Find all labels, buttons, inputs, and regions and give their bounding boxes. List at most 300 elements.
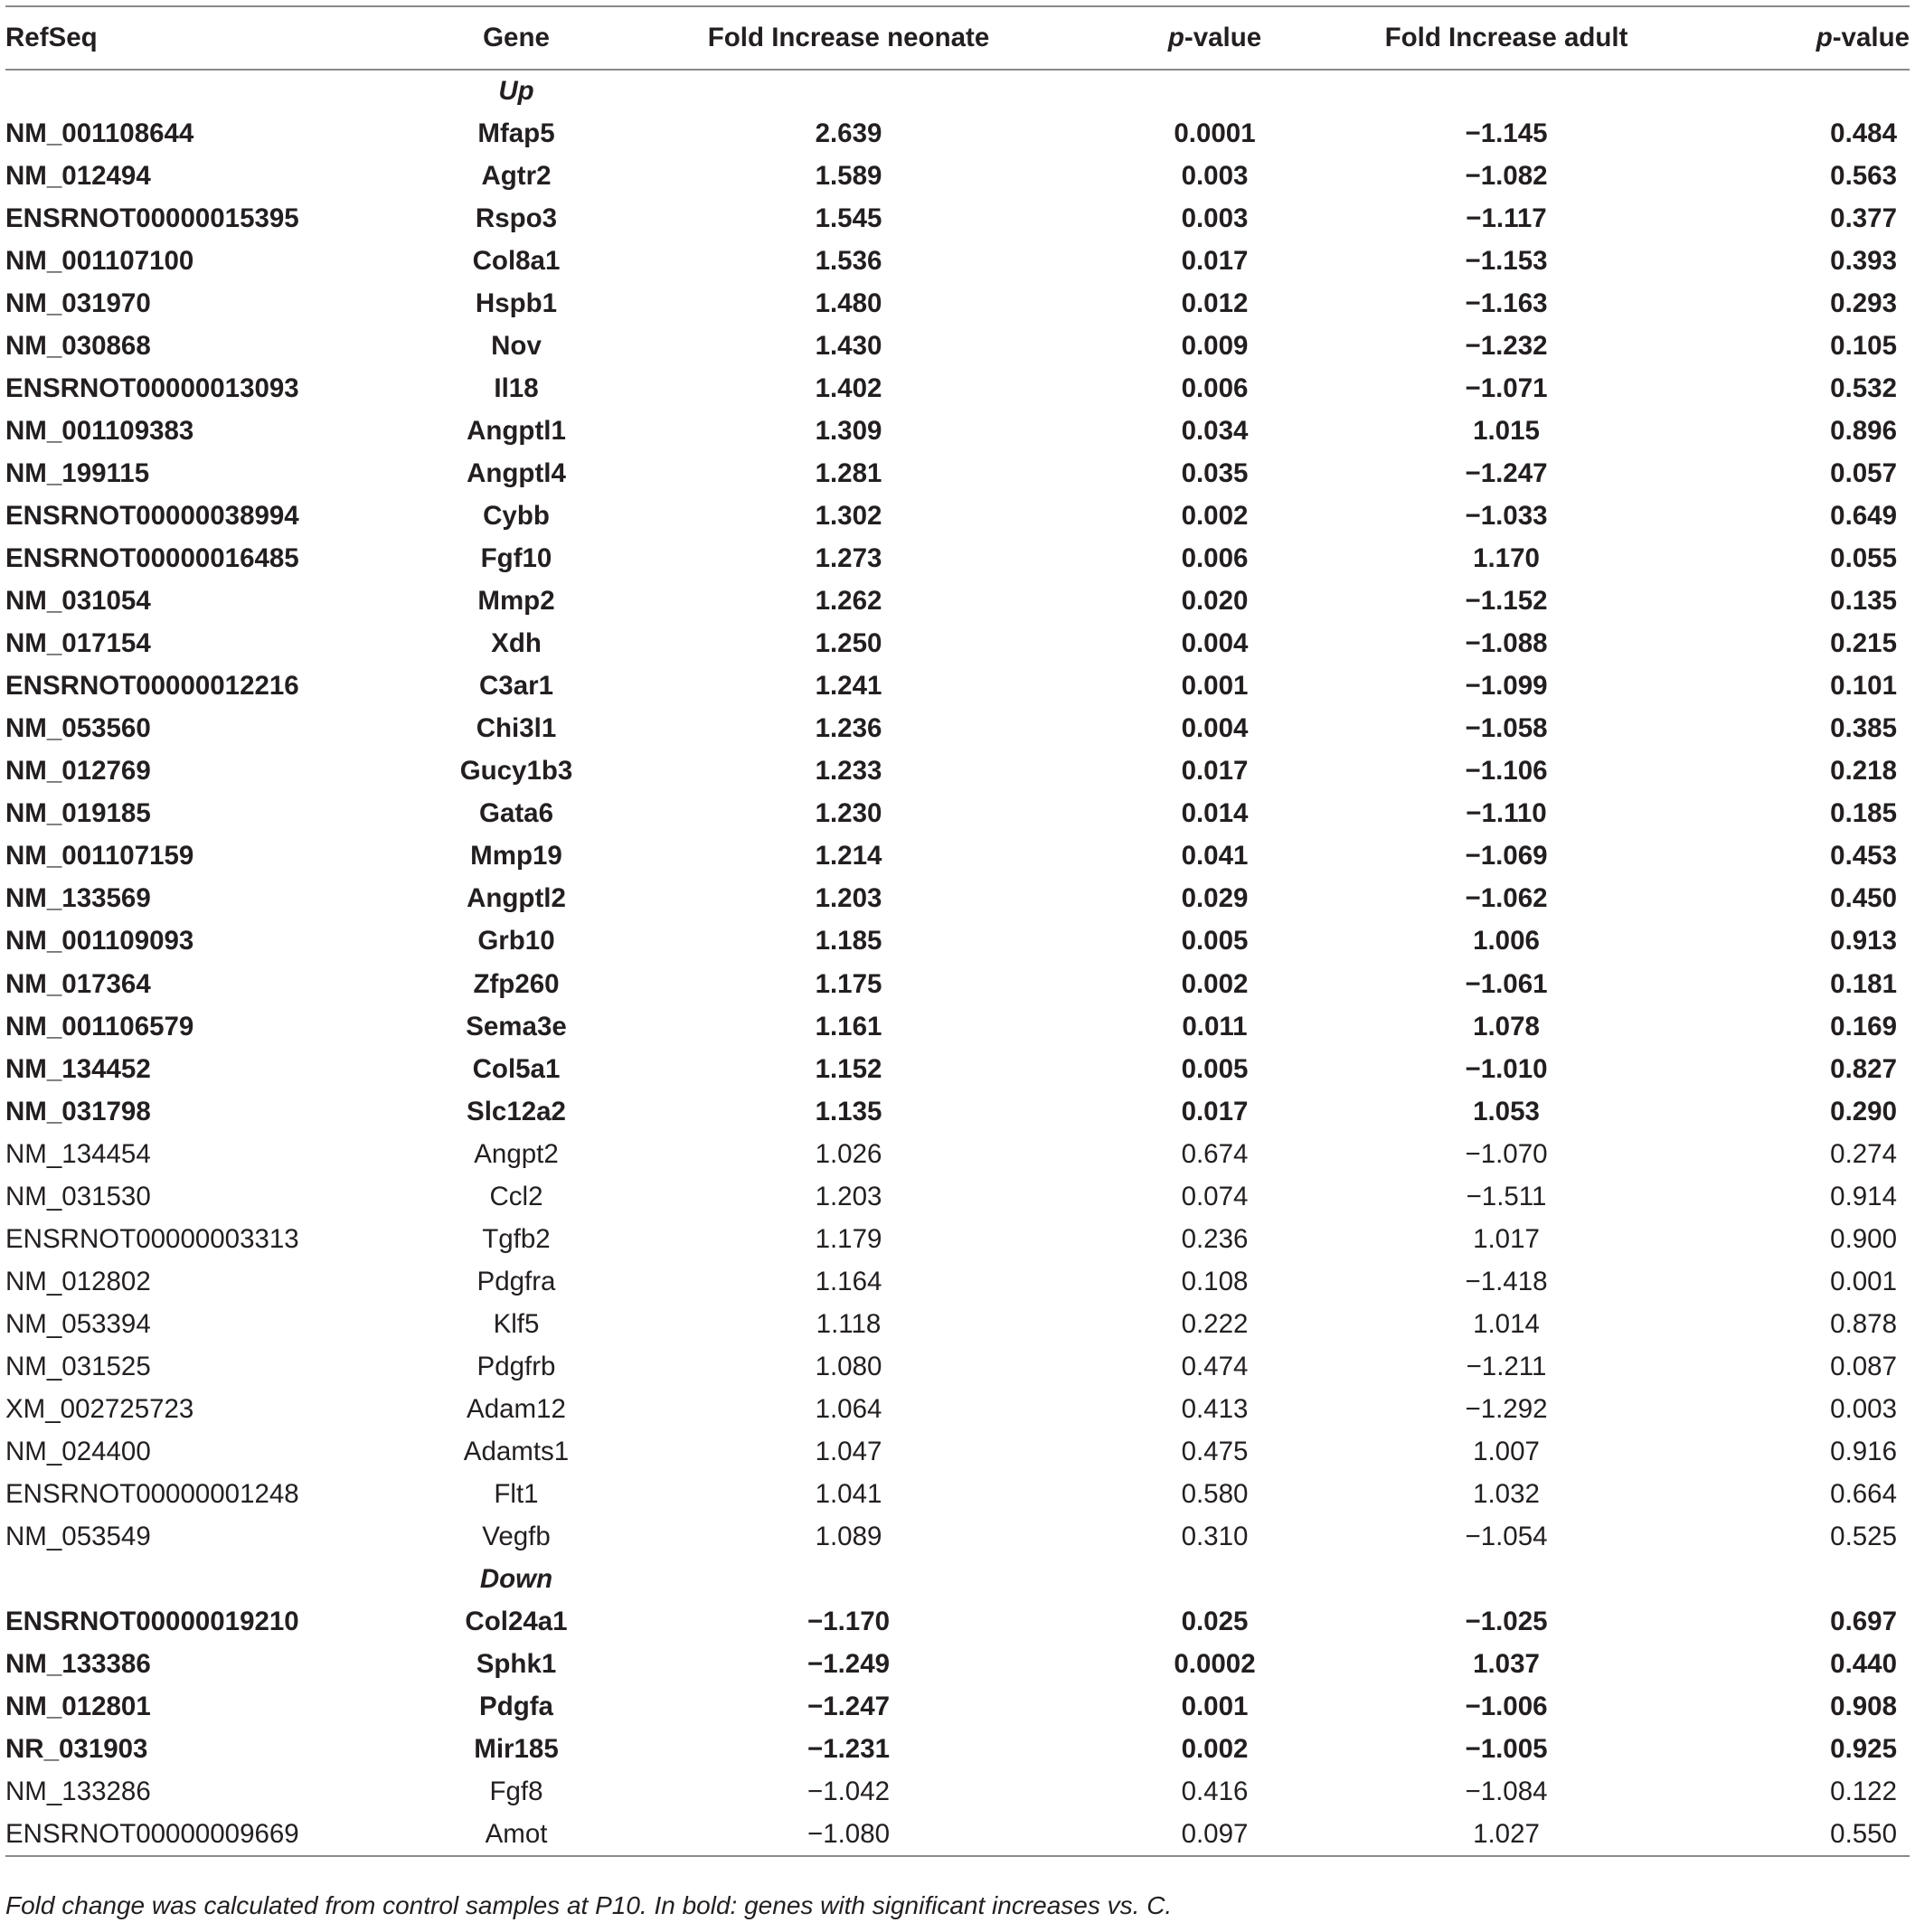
cell-refseq: NM_031525 xyxy=(5,1351,151,1381)
cell-gene: Pdgfa xyxy=(479,1692,553,1722)
cell-fold-adult: −1.071 xyxy=(1465,372,1548,403)
cell-fold-adult: 1.007 xyxy=(1473,1437,1540,1467)
header-p-italic: p xyxy=(1816,23,1833,52)
table-row xyxy=(5,1516,1910,1559)
cell-fold-adult: 1.037 xyxy=(1473,1649,1540,1680)
cell-fold-adult: −1.006 xyxy=(1465,1692,1548,1722)
cell-fold-neonate: −1.042 xyxy=(807,1776,891,1807)
header-row xyxy=(5,6,1910,70)
cell-fold-adult: −1.010 xyxy=(1465,1053,1548,1084)
cell-fold-neonate: 1.047 xyxy=(815,1437,882,1467)
cell-p-neonate: 0.097 xyxy=(1095,1814,1280,1856)
cell-gene: Vegfb xyxy=(482,1522,551,1552)
cell-fold-adult: 1.032 xyxy=(1473,1479,1540,1510)
cell-p-adult: 0.925 xyxy=(1830,1734,1897,1765)
cell-fold-adult: −1.033 xyxy=(1465,500,1548,531)
table-row xyxy=(5,1090,1910,1133)
table-row xyxy=(5,1729,1910,1771)
cell-p-adult: 0.001 xyxy=(1830,1266,1897,1296)
section-empty-cell xyxy=(5,1559,430,1601)
cell-fold-neonate: 1.164 xyxy=(815,1266,882,1296)
table-row xyxy=(5,835,1910,878)
section-empty-cell xyxy=(1732,70,1910,112)
cell-gene: Amot xyxy=(430,1814,602,1856)
cell-p-adult: 0.900 xyxy=(1830,1223,1897,1254)
table-row xyxy=(5,920,1910,963)
cell-p-adult: 0.181 xyxy=(1830,968,1897,999)
cell-fold-neonate: 1.175 xyxy=(815,968,882,999)
table-row xyxy=(5,240,1910,282)
cell-p-neonate: 0.034 xyxy=(1181,415,1249,446)
cell-fold-neonate: 1.041 xyxy=(815,1479,882,1510)
cell-refseq: NM_133386 xyxy=(5,1649,151,1680)
cell-gene: Pdgfra xyxy=(476,1266,556,1296)
table-row xyxy=(5,282,1910,325)
cell-refseq: ENSRNOT00000015395 xyxy=(5,203,299,233)
cell-gene: Angpt2 xyxy=(474,1138,559,1169)
cell-gene: Agtr2 xyxy=(481,160,552,191)
cell-gene: Il18 xyxy=(494,372,539,403)
cell-gene: C3ar1 xyxy=(478,671,553,702)
cell-fold-adult: 1.170 xyxy=(1473,543,1540,574)
cell-p-neonate: 0.413 xyxy=(1181,1393,1249,1424)
cell-p-neonate: 0.003 xyxy=(1181,203,1249,233)
cell-p-adult: 0.215 xyxy=(1830,628,1897,659)
table-row xyxy=(5,1260,1910,1303)
cell-refseq: NR_031903 xyxy=(5,1734,148,1765)
cell-fold-neonate: −1.231 xyxy=(807,1734,891,1765)
cell-fold-neonate: 1.118 xyxy=(816,1308,882,1339)
cell-refseq: ENSRNOT00000012216 xyxy=(5,671,299,702)
cell-fold-neonate: 1.185 xyxy=(815,926,882,957)
cell-refseq: NM_031798 xyxy=(5,1096,151,1126)
section-empty-cell xyxy=(1280,70,1732,112)
cell-p-neonate: 0.006 xyxy=(1181,372,1249,403)
cell-p-adult: 0.649 xyxy=(1830,500,1897,531)
cell-fold-neonate: 1.241 xyxy=(815,671,882,702)
cell-fold-neonate: 1.233 xyxy=(815,756,882,787)
cell-gene: Klf5 xyxy=(493,1308,540,1339)
header-fold-adult: Fold Increase adult xyxy=(1280,6,1732,70)
cell-refseq: ENSRNOT00000016485 xyxy=(5,543,299,574)
table-row xyxy=(5,1345,1910,1388)
cell-p-neonate: 0.236 xyxy=(1181,1223,1249,1254)
cell-gene: Col24a1 xyxy=(465,1607,568,1637)
cell-fold-neonate: 1.179 xyxy=(815,1223,882,1254)
cell-fold-neonate: 1.430 xyxy=(815,330,882,361)
cell-p-neonate: 0.005 xyxy=(1181,1053,1249,1084)
table-footnote: Fold change was calculated from control samples at P10. In bold: genes with significant increases vs. C. xyxy=(5,1891,1173,1919)
cell-refseq: NM_134452 xyxy=(5,1053,151,1084)
cell-gene: Fgf8 xyxy=(489,1776,543,1807)
gene-expression-table xyxy=(5,5,1910,1857)
section-row xyxy=(5,70,1910,112)
cell-p-adult: 0.055 xyxy=(1830,543,1897,574)
cell-gene: Adam12 xyxy=(467,1393,566,1424)
cell-p-adult: 0.563 xyxy=(1830,160,1897,191)
cell-p-neonate: 0.674 xyxy=(1181,1138,1249,1169)
cell-fold-adult: 1.014 xyxy=(1473,1308,1540,1339)
table-row xyxy=(5,1474,1910,1516)
section-empty-cell xyxy=(1732,1559,1910,1601)
cell-refseq: ENSRNOT00000038994 xyxy=(5,500,299,531)
cell-fold-neonate: −1.080 xyxy=(602,1814,1095,1856)
cell-p-adult: 0.057 xyxy=(1830,457,1897,488)
cell-refseq: ENSRNOT00000003313 xyxy=(5,1223,299,1254)
cell-refseq: NM_199115 xyxy=(5,457,150,488)
cell-refseq: ENSRNOT00000013093 xyxy=(5,372,299,403)
cell-fold-neonate: 1.214 xyxy=(815,841,882,872)
cell-p-adult: 0.101 xyxy=(1830,671,1897,702)
cell-fold-adult: −1.106 xyxy=(1465,756,1548,787)
cell-p-adult: 0.135 xyxy=(1830,586,1897,617)
cell-refseq: NM_001109383 xyxy=(5,415,194,446)
cell-fold-adult: −1.117 xyxy=(1466,203,1547,233)
cell-refseq: NM_001107159 xyxy=(5,841,194,872)
cell-refseq: NM_134454 xyxy=(5,1138,151,1169)
cell-gene: Pdgfrb xyxy=(476,1351,556,1381)
cell-refseq: NM_024400 xyxy=(5,1437,151,1467)
section-empty-cell xyxy=(602,70,1095,112)
cell-gene: Angptl1 xyxy=(467,415,566,446)
cell-p-adult: 0.913 xyxy=(1830,926,1897,957)
cell-fold-adult: −1.069 xyxy=(1465,841,1548,872)
cell-p-neonate: 0.003 xyxy=(1181,160,1249,191)
cell-p-adult: 0.896 xyxy=(1830,415,1897,446)
table-row xyxy=(5,1388,1910,1430)
table-row xyxy=(5,112,1910,155)
cell-p-adult: 0.385 xyxy=(1830,713,1897,744)
cell-gene: Sema3e xyxy=(466,1011,567,1041)
cell-refseq: NM_012801 xyxy=(5,1692,151,1722)
table-row xyxy=(5,325,1910,367)
cell-p-neonate: 0.025 xyxy=(1181,1607,1249,1637)
cell-fold-neonate: 1.309 xyxy=(815,415,882,446)
cell-gene: Rspo3 xyxy=(475,203,558,233)
header-p-value-neonate xyxy=(1095,6,1280,70)
table-row xyxy=(5,623,1910,665)
cell-fold-adult: 1.053 xyxy=(1473,1096,1540,1126)
cell-refseq: NM_030868 xyxy=(5,330,151,361)
cell-refseq: NM_019185 xyxy=(5,798,151,829)
cell-p-neonate: 0.001 xyxy=(1181,1692,1249,1722)
cell-p-adult: 0.697 xyxy=(1830,1607,1897,1637)
cell-p-adult: 0.878 xyxy=(1830,1308,1897,1339)
cell-fold-neonate: 1.281 xyxy=(815,457,882,488)
header-p-suffix: -value xyxy=(1832,23,1910,52)
cell-gene: Col5a1 xyxy=(472,1053,561,1084)
cell-refseq: NM_053394 xyxy=(5,1308,151,1339)
cell-p-neonate: 0.310 xyxy=(1181,1522,1249,1552)
cell-fold-adult: −1.058 xyxy=(1465,713,1548,744)
cell-fold-neonate: 1.089 xyxy=(815,1522,882,1552)
cell-p-neonate: 0.029 xyxy=(1181,883,1249,914)
cell-refseq: NM_053560 xyxy=(5,713,151,744)
cell-p-adult: 0.293 xyxy=(1830,287,1897,318)
cell-gene: Xdh xyxy=(491,628,542,659)
cell-refseq: NM_017364 xyxy=(5,968,151,999)
cell-fold-adult: 1.006 xyxy=(1473,926,1540,957)
cell-gene: Hspb1 xyxy=(475,287,558,318)
cell-refseq: XM_002725723 xyxy=(5,1393,194,1424)
cell-gene: Col8a1 xyxy=(472,245,561,276)
cell-p-neonate: 0.011 xyxy=(1182,1011,1248,1041)
cell-p-neonate: 0.0001 xyxy=(1174,118,1256,148)
cell-p-adult: 0.532 xyxy=(1830,372,1897,403)
cell-p-adult: 0.827 xyxy=(1830,1053,1897,1084)
header-gene: Gene xyxy=(430,6,602,70)
header-p-italic: p xyxy=(1167,23,1184,52)
cell-gene: Tgfb2 xyxy=(482,1223,551,1254)
cell-fold-adult: −1.163 xyxy=(1465,287,1548,318)
cell-p-adult: 0.550 xyxy=(1732,1814,1910,1856)
cell-refseq: ENSRNOT00000001248 xyxy=(5,1479,299,1510)
cell-fold-adult: −1.232 xyxy=(1465,330,1548,361)
section-label: Down xyxy=(479,1564,553,1595)
table-row xyxy=(5,1175,1910,1218)
header-refseq: RefSeq xyxy=(5,6,430,70)
cell-fold-neonate: 1.262 xyxy=(815,586,882,617)
table-body xyxy=(5,70,1910,1856)
cell-gene: Mfap5 xyxy=(477,118,555,148)
cell-fold-neonate: 1.026 xyxy=(815,1138,882,1169)
cell-fold-neonate: 1.545 xyxy=(815,203,882,233)
cell-refseq: NM_133286 xyxy=(5,1776,151,1807)
cell-fold-neonate: 1.203 xyxy=(815,883,882,914)
cell-p-adult: 0.218 xyxy=(1830,756,1897,787)
cell-fold-neonate: −1.247 xyxy=(807,1692,891,1722)
cell-refseq: NM_031530 xyxy=(5,1181,151,1211)
cell-p-adult: 0.664 xyxy=(1830,1479,1897,1510)
cell-refseq: NM_012769 xyxy=(5,756,151,787)
cell-refseq: NM_001109093 xyxy=(5,926,194,957)
cell-fold-adult: 1.015 xyxy=(1473,415,1540,446)
cell-gene: Slc12a2 xyxy=(467,1096,566,1126)
cell-fold-adult: 1.017 xyxy=(1473,1223,1540,1254)
section-empty-cell xyxy=(1095,1559,1280,1601)
cell-refseq: NM_012802 xyxy=(5,1266,151,1296)
cell-fold-adult: −1.152 xyxy=(1465,586,1548,617)
cell-p-adult: 0.525 xyxy=(1830,1522,1897,1552)
table-row xyxy=(5,963,1910,1005)
cell-fold-neonate: 2.639 xyxy=(815,118,882,148)
cell-fold-neonate: 1.135 xyxy=(815,1096,882,1126)
cell-refseq: NM_001107100 xyxy=(5,245,194,276)
cell-p-neonate: 0.035 xyxy=(1181,457,1249,488)
cell-fold-adult: −1.292 xyxy=(1465,1393,1548,1424)
cell-p-neonate: 0.014 xyxy=(1181,798,1249,829)
cell-p-neonate: 0.004 xyxy=(1181,713,1249,744)
cell-fold-adult: −1.082 xyxy=(1465,160,1548,191)
cell-fold-adult: −1.099 xyxy=(1465,671,1548,702)
cell-refseq: NM_017154 xyxy=(5,628,151,659)
cell-p-adult: 0.908 xyxy=(1830,1692,1897,1722)
section-empty-cell xyxy=(602,1559,1095,1601)
cell-p-adult: 0.914 xyxy=(1830,1181,1897,1211)
cell-p-adult: 0.087 xyxy=(1830,1351,1897,1381)
table-row xyxy=(5,665,1910,708)
cell-gene: Gucy1b3 xyxy=(459,756,573,787)
cell-gene: Adamts1 xyxy=(463,1437,570,1467)
cell-p-adult: 0.274 xyxy=(1830,1138,1897,1169)
cell-p-neonate: 0.0002 xyxy=(1174,1649,1256,1680)
cell-fold-adult: −1.511 xyxy=(1466,1181,1547,1211)
cell-gene: Angptl4 xyxy=(467,457,566,488)
table-row xyxy=(5,1218,1910,1260)
cell-fold-neonate: 1.536 xyxy=(815,245,882,276)
cell-p-adult: 0.393 xyxy=(1830,245,1897,276)
cell-fold-adult: −1.145 xyxy=(1465,118,1548,148)
cell-gene: Mmp19 xyxy=(470,841,562,872)
cell-gene: Zfp260 xyxy=(473,968,560,999)
cell-fold-adult: −1.005 xyxy=(1465,1734,1548,1765)
cell-p-neonate: 0.017 xyxy=(1181,756,1249,787)
header-p-value-adult xyxy=(1732,6,1910,70)
cell-p-neonate: 0.002 xyxy=(1181,1734,1249,1765)
cell-fold-neonate: 1.236 xyxy=(815,713,882,744)
cell-p-neonate: 0.004 xyxy=(1181,628,1249,659)
cell-fold-neonate: 1.080 xyxy=(815,1351,882,1381)
cell-refseq: ENSRNOT00000009669 xyxy=(5,1814,430,1856)
table-row xyxy=(5,1601,1910,1644)
table-row xyxy=(5,580,1910,623)
cell-fold-neonate: 1.273 xyxy=(815,543,882,574)
cell-p-neonate: 0.017 xyxy=(1181,245,1249,276)
table-row xyxy=(5,452,1910,495)
table-row xyxy=(5,1005,1910,1048)
cell-p-adult: 0.122 xyxy=(1830,1776,1897,1807)
cell-fold-adult: −1.084 xyxy=(1465,1776,1548,1807)
cell-gene: Mmp2 xyxy=(477,586,555,617)
cell-fold-neonate: −1.170 xyxy=(807,1607,891,1637)
table-row xyxy=(5,1133,1910,1175)
section-label: Up xyxy=(498,76,534,107)
cell-p-neonate: 0.020 xyxy=(1181,586,1249,617)
cell-p-adult: 0.453 xyxy=(1830,841,1897,872)
cell-fold-neonate: 1.589 xyxy=(815,160,882,191)
section-empty-cell xyxy=(1095,70,1280,112)
cell-refseq: ENSRNOT00000019210 xyxy=(5,1607,299,1637)
cell-fold-adult: −1.061 xyxy=(1465,968,1548,999)
cell-gene: Ccl2 xyxy=(489,1181,543,1211)
cell-gene: Nov xyxy=(491,330,542,361)
cell-fold-adult: 1.078 xyxy=(1473,1011,1540,1041)
cell-fold-adult: −1.062 xyxy=(1465,883,1548,914)
cell-p-neonate: 0.006 xyxy=(1181,543,1249,574)
table-row xyxy=(5,1303,1910,1345)
cell-fold-neonate: 1.161 xyxy=(815,1011,882,1041)
cell-fold-adult: −1.153 xyxy=(1465,245,1548,276)
cell-fold-adult: −1.025 xyxy=(1465,1607,1548,1637)
cell-p-neonate: 0.222 xyxy=(1181,1308,1249,1339)
cell-p-adult: 0.185 xyxy=(1830,798,1897,829)
cell-fold-neonate: 1.230 xyxy=(815,798,882,829)
cell-p-neonate: 0.009 xyxy=(1181,330,1249,361)
header-fold-neonate: Fold Increase neonate xyxy=(602,6,1095,70)
table-row xyxy=(5,708,1910,750)
cell-fold-neonate: 1.152 xyxy=(815,1053,882,1084)
cell-gene: Fgf10 xyxy=(480,543,552,574)
cell-fold-neonate: 1.203 xyxy=(815,1181,882,1211)
cell-refseq: NM_053549 xyxy=(5,1522,151,1552)
cell-fold-neonate: −1.249 xyxy=(807,1649,891,1680)
cell-fold-adult: −1.088 xyxy=(1465,628,1548,659)
cell-fold-adult: −1.054 xyxy=(1465,1522,1548,1552)
cell-p-adult: 0.484 xyxy=(1830,118,1897,148)
cell-p-adult: 0.105 xyxy=(1830,330,1897,361)
cell-fold-adult: −1.211 xyxy=(1466,1351,1547,1381)
table-row xyxy=(5,1771,1910,1814)
cell-refseq: NM_031054 xyxy=(5,586,151,617)
table-row xyxy=(5,155,1910,197)
cell-fold-adult: −1.070 xyxy=(1465,1138,1548,1169)
cell-p-adult: 0.169 xyxy=(1830,1011,1897,1041)
table-row xyxy=(5,1048,1910,1090)
section-empty-cell xyxy=(1280,1559,1732,1601)
table-row xyxy=(5,495,1910,537)
table-row xyxy=(5,1814,1910,1856)
section-row xyxy=(5,1559,1910,1601)
cell-p-adult: 0.003 xyxy=(1830,1393,1897,1424)
cell-p-neonate: 0.001 xyxy=(1181,671,1249,702)
cell-p-adult: 0.450 xyxy=(1830,883,1897,914)
cell-gene: Flt1 xyxy=(494,1479,539,1510)
cell-fold-neonate: 1.480 xyxy=(815,287,882,318)
cell-p-neonate: 0.017 xyxy=(1181,1096,1249,1126)
cell-fold-adult: −1.110 xyxy=(1466,798,1547,829)
cell-refseq: NM_001108644 xyxy=(5,118,194,148)
table-row xyxy=(5,197,1910,240)
cell-p-neonate: 0.074 xyxy=(1181,1181,1249,1211)
table-row xyxy=(5,793,1910,835)
cell-refseq: NM_001106579 xyxy=(5,1011,194,1041)
cell-fold-adult: −1.418 xyxy=(1465,1266,1548,1296)
cell-p-adult: 0.440 xyxy=(1830,1649,1897,1680)
table-row xyxy=(5,367,1910,410)
cell-p-adult: 0.916 xyxy=(1830,1437,1897,1467)
cell-p-neonate: 0.002 xyxy=(1181,968,1249,999)
cell-refseq: NM_012494 xyxy=(5,160,151,191)
cell-gene: Grb10 xyxy=(477,926,555,957)
cell-fold-neonate: 1.064 xyxy=(815,1393,882,1424)
cell-fold-neonate: 1.302 xyxy=(815,500,882,531)
cell-p-neonate: 0.580 xyxy=(1181,1479,1249,1510)
cell-p-adult: 0.290 xyxy=(1830,1096,1897,1126)
table-header xyxy=(5,6,1910,70)
header-p-suffix: -value xyxy=(1184,23,1262,52)
cell-p-neonate: 0.475 xyxy=(1181,1437,1249,1467)
cell-fold-adult: 1.027 xyxy=(1280,1814,1732,1856)
table-row xyxy=(5,1431,1910,1474)
table-row xyxy=(5,410,1910,452)
cell-p-neonate: 0.474 xyxy=(1181,1351,1249,1381)
cell-gene: Cybb xyxy=(483,500,550,531)
cell-refseq: NM_133569 xyxy=(5,883,151,914)
cell-p-neonate: 0.005 xyxy=(1181,926,1249,957)
cell-gene: Sphk1 xyxy=(476,1649,557,1680)
cell-gene: Chi3l1 xyxy=(476,713,557,744)
cell-fold-neonate: 1.402 xyxy=(815,372,882,403)
cell-p-neonate: 0.041 xyxy=(1181,841,1249,872)
cell-p-neonate: 0.416 xyxy=(1181,1776,1249,1807)
table-row xyxy=(5,878,1910,920)
table-row xyxy=(5,750,1910,793)
cell-fold-neonate: 1.250 xyxy=(815,628,882,659)
section-empty-cell xyxy=(5,70,430,112)
cell-gene: Gata6 xyxy=(479,798,553,829)
table-row xyxy=(5,538,1910,580)
cell-p-neonate: 0.108 xyxy=(1181,1266,1249,1296)
